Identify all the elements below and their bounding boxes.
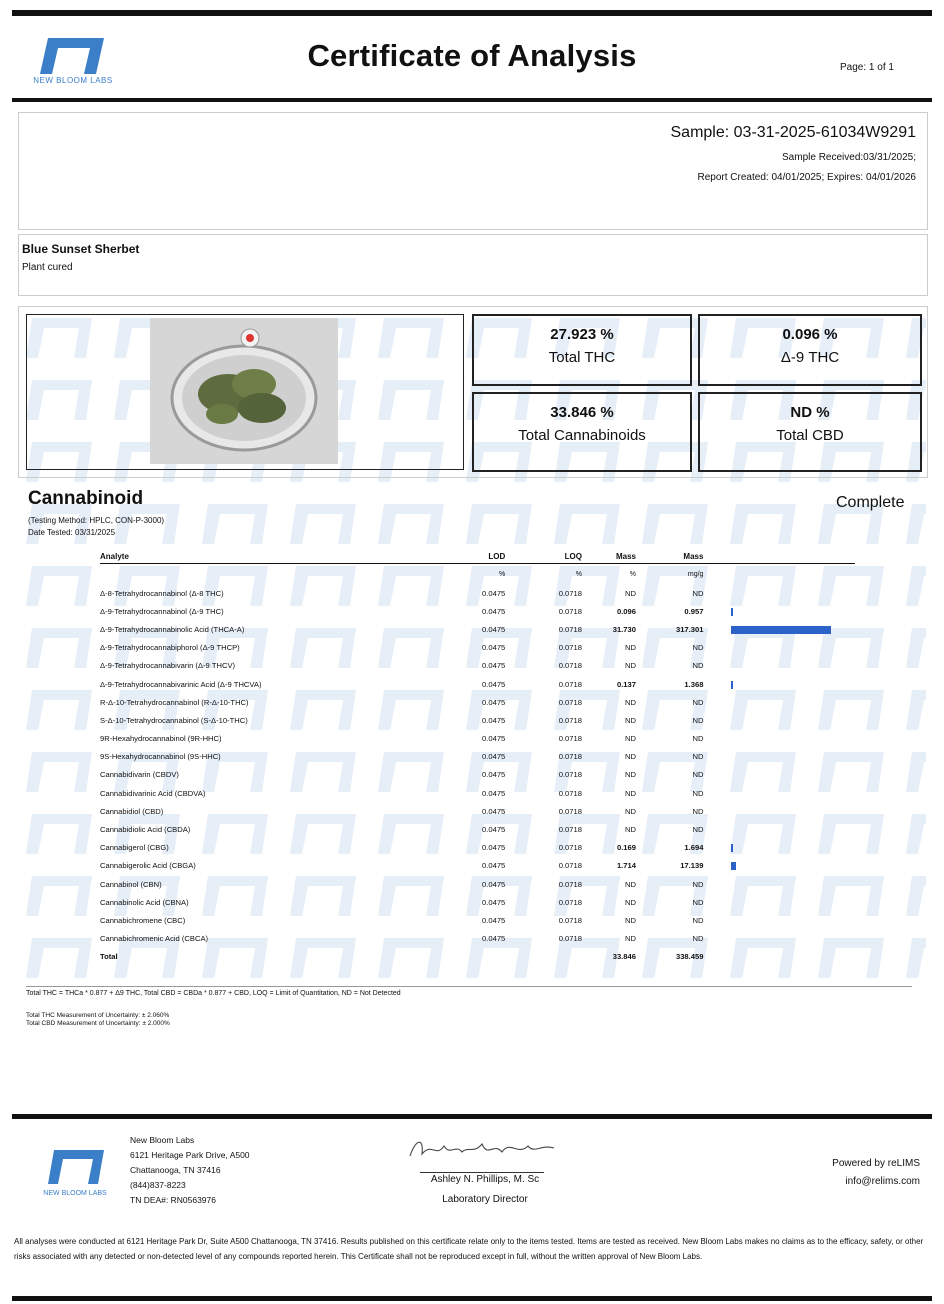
table-row bbox=[100, 602, 855, 620]
table-row bbox=[100, 639, 855, 657]
loq-cell: 0.0718 bbox=[558, 915, 582, 925]
sample-photo bbox=[150, 318, 338, 464]
loq-cell: 0.0718 bbox=[558, 679, 582, 689]
address-line: New Bloom Labs bbox=[130, 1135, 195, 1145]
mass-pct-cell: 0.096 bbox=[616, 606, 636, 616]
total-cannabinoids-card bbox=[472, 392, 692, 472]
table-row bbox=[100, 911, 855, 929]
mass-mg-cell: ND bbox=[692, 697, 704, 707]
lod-cell: 0.0475 bbox=[482, 643, 506, 653]
col-lod: LOD bbox=[466, 549, 505, 564]
bottom-rule bbox=[12, 1296, 932, 1301]
analyte-cell: Cannabichromenic Acid (CBCA) bbox=[100, 934, 209, 944]
footer-logo-text: NEW BLOOM LABS bbox=[43, 1190, 107, 1197]
analyte-cell: Cannabidivarin (CBDV) bbox=[100, 770, 179, 780]
results-table bbox=[100, 549, 855, 966]
mass-pct-cell: 0.169 bbox=[616, 843, 636, 853]
lod-cell: 0.0475 bbox=[482, 770, 506, 780]
top-rule bbox=[12, 10, 932, 16]
mass-pct-cell: 1.714 bbox=[616, 861, 636, 871]
loq-cell: 0.0718 bbox=[558, 606, 582, 616]
d9-thc-card bbox=[698, 314, 922, 386]
mass-pct-cell: ND bbox=[625, 661, 636, 671]
analyte-cell: Cannabidiolic Acid (CBDA) bbox=[100, 825, 191, 835]
loq-cell: 0.0718 bbox=[558, 879, 582, 889]
loq-cell: 0.0718 bbox=[558, 697, 582, 707]
col-mass-pct: Mass bbox=[582, 549, 636, 564]
logo-text: NEW BLOOM LABS bbox=[33, 76, 113, 85]
report-created: Report Created: 04/01/2025; Expires: 04/01/2026 bbox=[697, 172, 916, 183]
testing-method: (Testing Method: HPLC, CON-P-3000) bbox=[28, 516, 165, 525]
total-pct: 33.846 bbox=[612, 952, 636, 962]
table-row bbox=[100, 930, 855, 948]
result-bar bbox=[731, 681, 733, 689]
mass-mg-cell: ND bbox=[692, 661, 704, 671]
mass-mg-cell: 0.957 bbox=[684, 606, 704, 616]
total-cannabinoids-label: Total Cannabinoids bbox=[518, 427, 646, 444]
total-row bbox=[100, 948, 855, 966]
lod-cell: 0.0475 bbox=[482, 715, 506, 725]
mass-mg-cell: ND bbox=[692, 752, 704, 762]
signature-image bbox=[402, 1132, 562, 1166]
table-row bbox=[100, 620, 855, 638]
loq-cell: 0.0718 bbox=[558, 624, 582, 634]
section-title: Cannabinoid bbox=[28, 488, 144, 509]
analyte-cell: S-Δ-10-Tetrahydrocannabinol (S-Δ-10-THC) bbox=[100, 715, 248, 725]
mass-mg-cell: 17.139 bbox=[680, 861, 704, 871]
address-line: Chattanooga, TN 37416 bbox=[130, 1165, 221, 1175]
page-title: Certificate of Analysis bbox=[307, 38, 637, 73]
analyte-cell: Cannabigerolic Acid (CBGA) bbox=[100, 861, 196, 871]
table-row bbox=[100, 839, 855, 857]
total-label: Total bbox=[100, 952, 118, 962]
mass-pct-cell: 0.137 bbox=[616, 679, 636, 689]
mass-pct-cell: ND bbox=[625, 643, 636, 653]
result-bar bbox=[731, 844, 733, 852]
mass-mg-cell: ND bbox=[692, 715, 704, 725]
mass-mg-cell: ND bbox=[692, 643, 704, 653]
lod-cell: 0.0475 bbox=[482, 697, 506, 707]
mass-pct-cell: ND bbox=[625, 806, 636, 816]
mass-pct-cell: ND bbox=[625, 915, 636, 925]
footer-rule bbox=[12, 1114, 932, 1119]
address-line: 6121 Heritage Park Drive, A500 bbox=[130, 1150, 250, 1160]
mass-mg-cell: 1.694 bbox=[684, 843, 704, 853]
total-thc-value: 27.923 % bbox=[550, 326, 614, 343]
address-line: TN DEA#: RN0563976 bbox=[130, 1195, 216, 1205]
table-row bbox=[100, 784, 855, 802]
loq-cell: 0.0718 bbox=[558, 752, 582, 762]
loq-cell: 0.0718 bbox=[558, 825, 582, 835]
lod-cell: 0.0475 bbox=[482, 879, 506, 889]
loq-cell: 0.0718 bbox=[558, 806, 582, 816]
total-cbd-value: ND % bbox=[790, 404, 830, 421]
unit-lod: % bbox=[499, 570, 506, 578]
lod-cell: 0.0475 bbox=[482, 752, 506, 762]
lod-cell: 0.0475 bbox=[482, 825, 506, 835]
total-cbd-card bbox=[698, 392, 922, 472]
total-cbd-label: Total CBD bbox=[776, 427, 844, 444]
result-bar bbox=[731, 626, 831, 634]
legend-note: Total THC = THCa * 0.877 + Δ9 THC, Total CBD = CBDa * 0.877 + CBD, LOQ = Limit of Quantitation, ND = Not Detected bbox=[26, 990, 401, 997]
units-row bbox=[100, 564, 855, 585]
analyte-cell: Δ-9-Tetrahydrocannabiphorol (Δ-9 THCP) bbox=[100, 643, 240, 653]
analyte-cell: 9R-Hexahydrocannabinol (9R-HHC) bbox=[100, 734, 222, 744]
contact-email[interactable]: info@relims.com bbox=[845, 1176, 920, 1187]
sample-id: Sample: 03-31-2025-61034W9291 bbox=[670, 124, 916, 141]
mass-mg-cell: ND bbox=[692, 825, 704, 835]
powered-by: Powered by reLIMS bbox=[832, 1158, 920, 1169]
mass-mg-cell: ND bbox=[692, 879, 704, 889]
loq-cell: 0.0718 bbox=[558, 861, 582, 871]
loq-cell: 0.0718 bbox=[558, 897, 582, 907]
lab-address bbox=[130, 1133, 250, 1208]
lod-cell: 0.0475 bbox=[482, 843, 506, 853]
result-bar bbox=[731, 608, 733, 616]
analyte-cell: R-Δ-10-Tetrahydrocannabinol (R-Δ-10-THC) bbox=[100, 697, 249, 707]
mu-cbd-note: Total CBD Measurement of Uncertainty: ± 2.000% bbox=[26, 1020, 170, 1027]
loq-cell: 0.0718 bbox=[558, 788, 582, 798]
date-tested: Date Tested: 03/31/2025 bbox=[28, 528, 116, 537]
mass-pct-cell: 31.730 bbox=[612, 624, 636, 634]
table-row bbox=[100, 857, 855, 875]
table-row bbox=[100, 766, 855, 784]
analyte-cell: Cannabidiol (CBD) bbox=[100, 806, 164, 816]
lod-cell: 0.0475 bbox=[482, 624, 506, 634]
analyte-cell: Cannabidivarinic Acid (CBDVA) bbox=[100, 788, 206, 798]
table-row bbox=[100, 820, 855, 838]
result-bar bbox=[731, 862, 736, 870]
analyte-cell: Cannabichromene (CBC) bbox=[100, 915, 186, 925]
analyte-cell: Δ-9-Tetrahydrocannabinol (Δ-9 THC) bbox=[100, 606, 224, 616]
mass-mg-cell: ND bbox=[692, 897, 704, 907]
lod-cell: 0.0475 bbox=[482, 861, 506, 871]
signer-title: Laboratory Director bbox=[442, 1194, 528, 1205]
mass-pct-cell: ND bbox=[625, 897, 636, 907]
analyte-cell: Δ-8-Tetrahydrocannabinol (Δ-8 THC) bbox=[100, 588, 224, 598]
mu-thc-note: Total THC Measurement of Uncertainty: ± 2.060% bbox=[26, 1012, 170, 1019]
mass-mg-cell: ND bbox=[692, 588, 704, 598]
lod-cell: 0.0475 bbox=[482, 915, 506, 925]
table-row bbox=[100, 657, 855, 675]
lod-cell: 0.0475 bbox=[482, 806, 506, 816]
lod-cell: 0.0475 bbox=[482, 588, 506, 598]
mass-pct-cell: ND bbox=[625, 770, 636, 780]
product-box bbox=[18, 234, 928, 296]
total-mg: 338.459 bbox=[675, 952, 704, 962]
loq-cell: 0.0718 bbox=[558, 734, 582, 744]
mass-mg-cell: ND bbox=[692, 806, 704, 816]
analyte-cell: Δ-9-Tetrahydrocannabivarinic Acid (Δ-9 THCVA) bbox=[100, 679, 262, 689]
lod-cell: 0.0475 bbox=[482, 661, 506, 671]
address-line: (844)837-8223 bbox=[130, 1180, 186, 1190]
table-row bbox=[100, 730, 855, 748]
total-thc-card bbox=[472, 314, 692, 386]
lod-cell: 0.0475 bbox=[482, 734, 506, 744]
table-row bbox=[100, 802, 855, 820]
mass-mg-cell: ND bbox=[692, 934, 704, 944]
mass-pct-cell: ND bbox=[625, 588, 636, 598]
sample-received: Sample Received:03/31/2025; bbox=[782, 152, 916, 163]
table-row bbox=[100, 875, 855, 893]
header-rule bbox=[12, 98, 932, 102]
lod-cell: 0.0475 bbox=[482, 606, 506, 616]
mass-mg-cell: ND bbox=[692, 915, 704, 925]
col-mass-mg: Mass bbox=[636, 549, 703, 564]
mass-pct-cell: ND bbox=[625, 734, 636, 744]
col-analyte: Analyte bbox=[100, 549, 466, 564]
product-name: Blue Sunset Sherbet bbox=[22, 242, 140, 256]
loq-cell: 0.0718 bbox=[558, 588, 582, 598]
mass-pct-cell: ND bbox=[625, 788, 636, 798]
total-thc-label: Total THC bbox=[548, 349, 616, 366]
mass-pct-cell: ND bbox=[625, 934, 636, 944]
mass-pct-cell: ND bbox=[625, 697, 636, 707]
analyte-cell: Cannabinolic Acid (CBNA) bbox=[100, 897, 189, 907]
unit-mass-mg: mg/g bbox=[687, 570, 704, 578]
mass-mg-cell: ND bbox=[692, 788, 704, 798]
total-cannabinoids-value: 33.846 % bbox=[550, 404, 614, 421]
product-type: Plant cured bbox=[22, 262, 73, 273]
mass-pct-cell: ND bbox=[625, 715, 636, 725]
lod-cell: 0.0475 bbox=[482, 897, 506, 907]
unit-loq: % bbox=[575, 570, 582, 578]
mass-mg-cell: ND bbox=[692, 734, 704, 744]
lod-cell: 0.0475 bbox=[482, 788, 506, 798]
analyte-cell: Cannabinol (CBN) bbox=[100, 879, 162, 889]
status-badge: Complete bbox=[836, 494, 905, 511]
col-loq: LOQ bbox=[505, 549, 582, 564]
loq-cell: 0.0718 bbox=[558, 843, 582, 853]
loq-cell: 0.0718 bbox=[558, 715, 582, 725]
analyte-cell: Δ-9-Tetrahydrocannabivarin (Δ-9 THCV) bbox=[100, 661, 236, 671]
table-row bbox=[100, 675, 855, 693]
loq-cell: 0.0718 bbox=[558, 770, 582, 780]
mass-mg-cell: 1.368 bbox=[684, 679, 704, 689]
loq-cell: 0.0718 bbox=[558, 934, 582, 944]
lod-cell: 0.0475 bbox=[482, 679, 506, 689]
analyte-cell: Δ-9-Tetrahydrocannabinolic Acid (THCA-A) bbox=[100, 624, 245, 634]
table-row bbox=[100, 893, 855, 911]
table-row bbox=[100, 748, 855, 766]
mass-pct-cell: ND bbox=[625, 879, 636, 889]
lod-cell: 0.0475 bbox=[482, 934, 506, 944]
disclaimer: All analyses were conducted at 6121 Heritage Park Dr, Suite A500 Chattanooga, TN 37416. Results published on this certificate relate only to the items tested. Items are tested as received. New Bloom Labs makes no claims as to the efficacy, safety, or other risks associated with any detected or non-detected level of any compounds reported herein. This Certificate shall not be reproduced except in full, without the written approval of New Bloom Labs. bbox=[14, 1237, 924, 1261]
notes-rule bbox=[26, 986, 912, 987]
table-row bbox=[100, 711, 855, 729]
loq-cell: 0.0718 bbox=[558, 643, 582, 653]
mass-pct-cell: ND bbox=[625, 825, 636, 835]
analyte-cell: 9S-Hexahydrocannabinol (9S-HHC) bbox=[100, 752, 221, 762]
unit-mass-pct: % bbox=[629, 570, 636, 578]
page-number: Page: 1 of 1 bbox=[840, 62, 894, 73]
signer-name: Ashley N. Phillips, M. Sc bbox=[430, 1174, 540, 1185]
table-row bbox=[100, 584, 855, 602]
d9-thc-label: Δ-9 THC bbox=[780, 349, 840, 366]
mass-pct-cell: ND bbox=[625, 752, 636, 762]
d9-thc-value: 0.096 % bbox=[782, 326, 838, 343]
footer-logo-icon bbox=[38, 1140, 114, 1192]
mass-mg-cell: ND bbox=[692, 770, 704, 780]
analyte-cell: Cannabigerol (CBG) bbox=[100, 843, 169, 853]
col-bar bbox=[703, 549, 855, 564]
loq-cell: 0.0718 bbox=[558, 661, 582, 671]
table-row bbox=[100, 693, 855, 711]
signature-line bbox=[420, 1172, 544, 1173]
mass-mg-cell: 317.301 bbox=[675, 624, 704, 634]
